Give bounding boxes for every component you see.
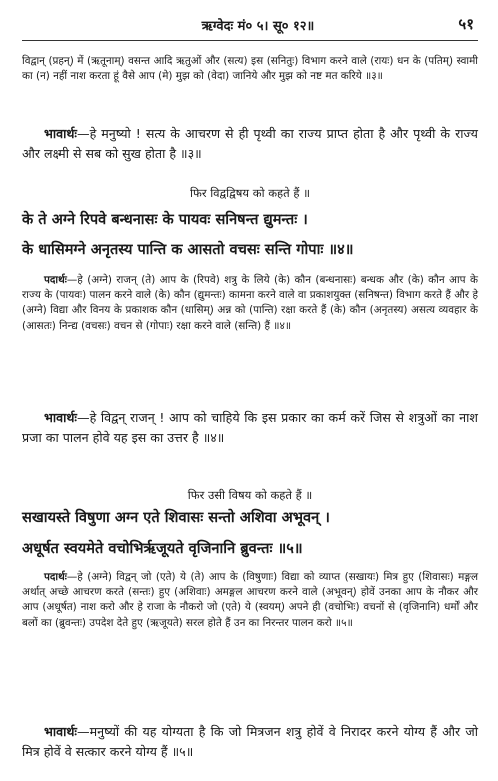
page-header: [40, 16, 476, 38]
header-rule: [22, 40, 478, 41]
bhavartha-text: —हे विद्वन् राजन् ! आप को चाहिये कि इस प्रकार का कर्म करें जिस से शत्रुओं का नाश प्रजा का पालन होवे यह इस का उत्तर है ॥४॥: [22, 410, 478, 445]
padartha-text: —हे (अग्ने) विद्वन् जो (एते) ये (ते) आप के (विषुणाः) विद्या को व्याप्त (सखायः) मित्र हुए (शिवासः) मङ्गल अर्थात् अच्छे आचरण करते (सन्तः) हुए (अशिवाः) अमङ्गल आचरण करने वाले (अभूवन्) होवें उनका आप के नौकर और आप (अधूर्षत) नाश करो और हे राजा के नौकरो जो (एते) ये (स्वयम्) अपने ही (वचोभिः) वचनों से (वृजिनानि) धर्मों और बलों का (ब्रुवन्तः) उपदेश देते हुए (ऋजूयते) सरल होते हैं उन का निरन्तर पालन करो ॥५॥: [22, 571, 478, 629]
mantra-5-line-1: सखायस्ते विषुणा अग्न एते शिवासः सन्तो अशिवा अभूवन् ।: [22, 509, 330, 526]
bhavartha-label: भावार्थः: [44, 724, 77, 739]
section-heading-1: फिर विद्वद्विषय को कहते हैं ॥: [189, 186, 311, 200]
padartha-label: पदार्थः: [44, 571, 67, 583]
bhavartha-label: भावार्थः: [44, 126, 77, 141]
bhavartha-text: —हे मनुष्यो ! सत्य के आचरण से ही पृथ्वी का राज्य प्राप्त होता है और पृथ्वी के राज्य और लक्ष्मी से सब को सुख होता है ॥३॥: [22, 126, 478, 161]
padartha-continuation: विद्वान् (प्रहन्) में (ऋतूनाम्) वसन्त आदि ऋतुओं और (सत्य) इस (सनितुः) विभाग करने वाले (रायः) धन के (पतिम्) स्वामी का (न) नहीं नाश करता हूं वैसे आप (मे) मुझ को (वेदा) जानिये और मुझ को नष्ट मत करिये ॥३॥: [22, 55, 478, 83]
page-number: ५१: [458, 15, 474, 33]
bhavartha-3: [22, 124, 478, 170]
mantra-5-line-2: अधूर्षत स्वयमेते वचोभिर्ऋजूयते वृजिनानि ब्रुवन्तः ॥५॥: [22, 540, 303, 557]
bhavartha-label: भावार्थः: [44, 410, 77, 425]
padartha-label: पदार्थः: [44, 274, 67, 286]
mantra-4-line-1: के ते अग्ने रिपवे बन्धनासः के पायवः सनिषन्त द्युमन्तः ।: [22, 211, 308, 228]
section-heading-2: फिर उसी विषय को कहते हैं ॥: [187, 488, 313, 502]
bhavartha-text: —मनुष्यों की यह योग्यता है कि जो मित्रजन शत्रु होवें वे निरादर करने योग्य हैं और जो मित्र होवें वे सत्कार करने योग्य हैं ॥५॥: [22, 724, 478, 759]
bhavartha-4: [22, 408, 478, 474]
mantra-4-line-2: के धासिमग्ने अनृतस्य पान्ति क आसतो वचसः सन्ति गोपाः ॥४॥: [22, 241, 354, 258]
running-title: ऋग्वेदः मं० ५। सू० १२॥: [201, 19, 315, 34]
padartha-5: [22, 570, 478, 720]
bhavartha-5: [22, 722, 478, 768]
padartha-text: —हे (अग्ने) राजन् (ते) आप के (रिपवे) शत्रु के लिये (के) कौन (बन्धनासः) बन्धक और (के) कौन आप के राज्य के (पायवः) पालन करने वाले (के) कौन (द्युमन्तः) कामना करने वाले वा प्रकाशयुक्त (सनिषन्त) विभाग करते हैं और हे (अग्ने) विद्या और विनय के प्रकाशक कौन (धासिम्) अन्न को (पान्ति) रक्षा करते हैं (के) कौन (अनृतस्य) असत्य व्यवहार के (आसतः) निन्द्य (वचसः) वचन से (गोपाः) रक्षा करने वाले (सन्ति) हैं ॥४॥: [22, 274, 478, 332]
